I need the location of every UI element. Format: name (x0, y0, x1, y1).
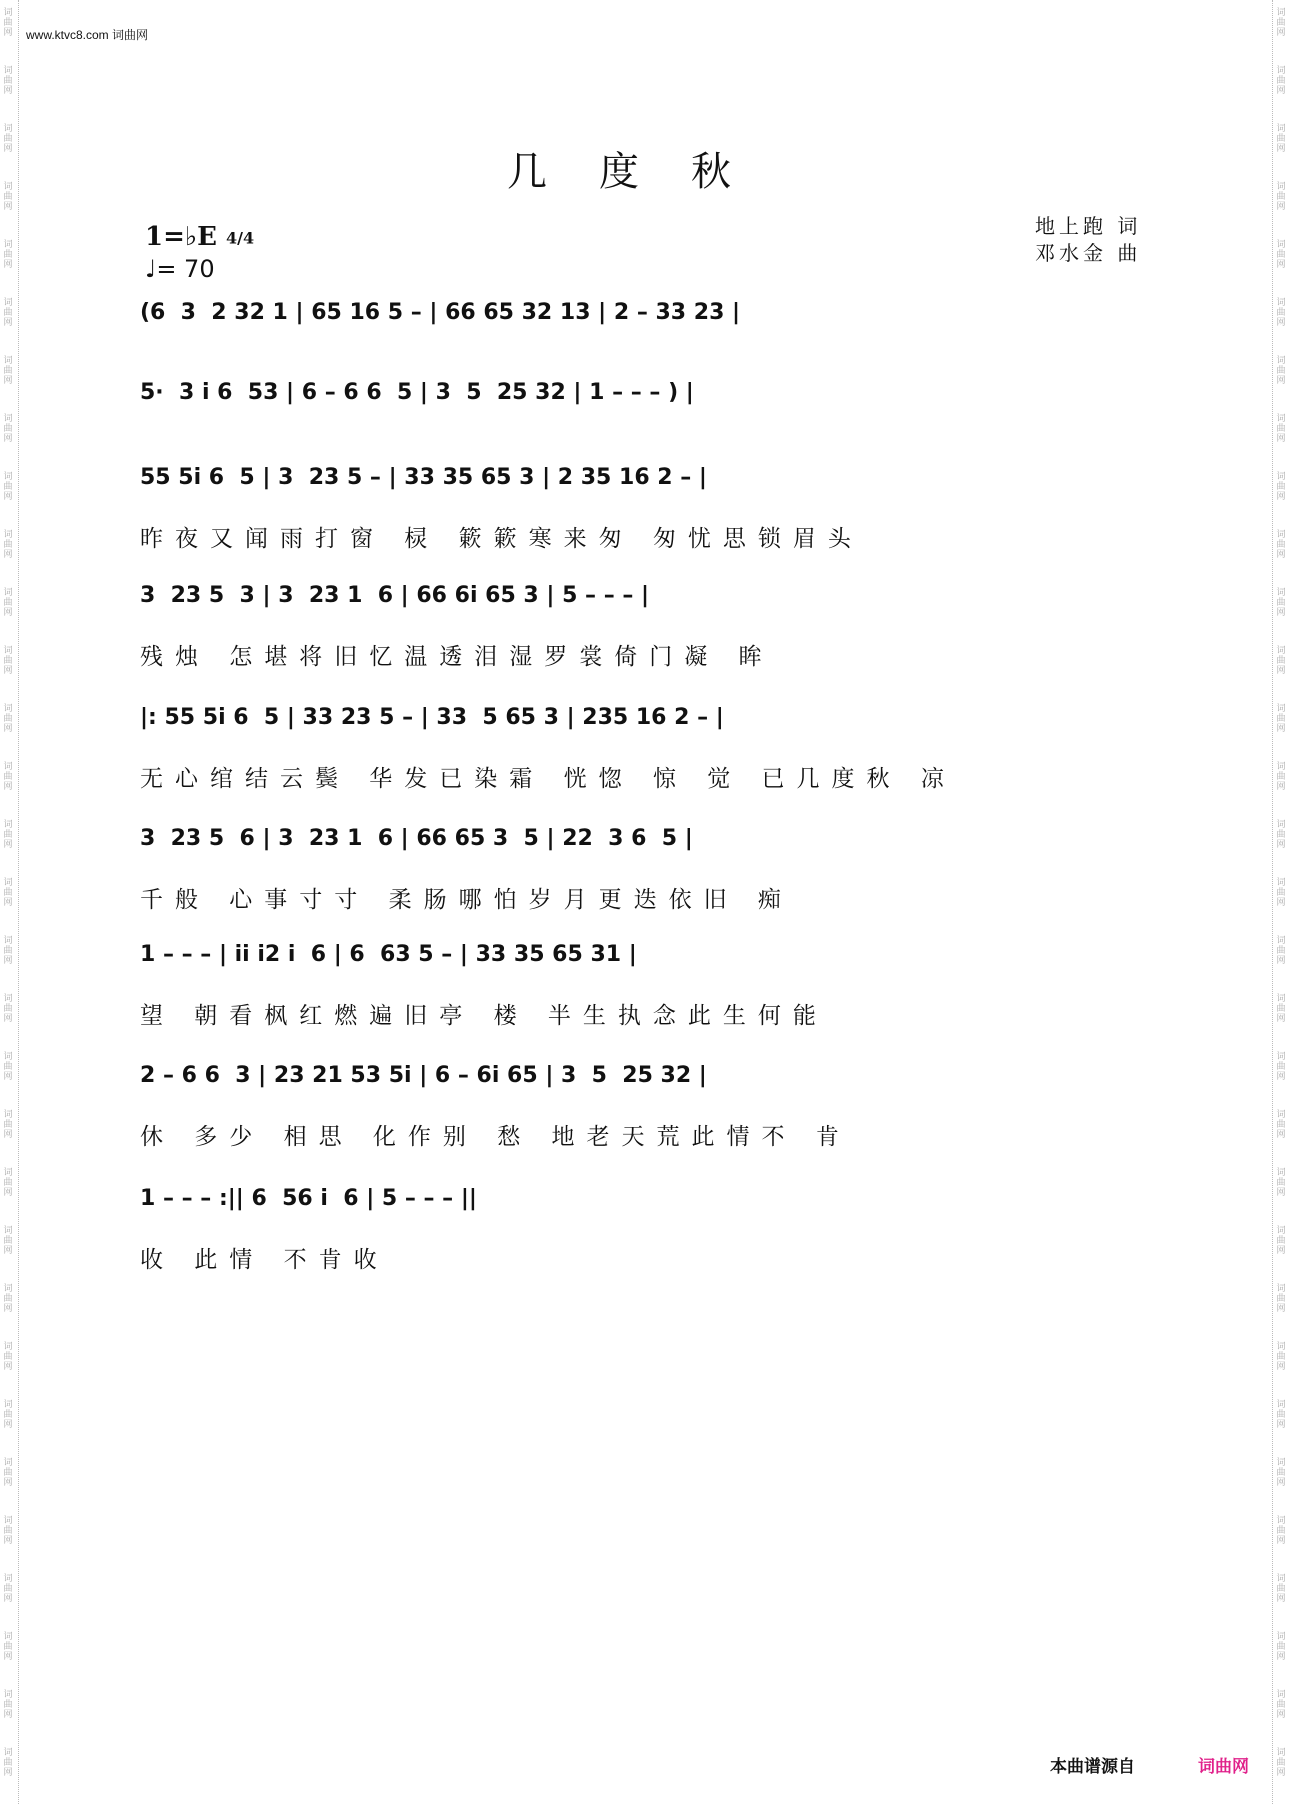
tempo-marking: ♩= 70 (145, 255, 215, 283)
watermark-text: 词曲网 (3, 878, 13, 908)
watermark-text: 词曲网 (3, 472, 13, 502)
watermark-text: 词曲网 (3, 1342, 13, 1372)
lyric-line: 昨夜又闻雨打窗 棂 簌簌寒来匆 匆忧思锁眉头 (140, 526, 863, 552)
watermark-text: 词曲网 (3, 182, 13, 212)
watermark-text: 词曲网 (3, 356, 13, 386)
watermark-text: 词曲网 (1276, 646, 1286, 676)
notation-line: 2 – 6 6 3 | 23 21 53 5i | 6 – 6i 65 | 3 5 25 32 | (140, 1063, 707, 1088)
watermark-text: 词曲网 (3, 1110, 13, 1140)
notation-line: 3 23 5 6 | 3 23 1 6 | 66 65 3 5 | 22 3 6 5 | (140, 826, 693, 851)
watermark-text: 词曲网 (1276, 936, 1286, 966)
source-site-link[interactable]: 词曲网 (1198, 1757, 1249, 1777)
key-text: 1=♭E (145, 222, 217, 252)
song-title: 几度秋 (507, 149, 783, 195)
watermark-text: 词曲网 (1276, 1574, 1286, 1604)
watermark-text: 词曲网 (3, 1632, 13, 1662)
watermark-text: 词曲网 (3, 124, 13, 154)
watermark-text: 词曲网 (3, 1574, 13, 1604)
watermark-text: 词曲网 (1276, 820, 1286, 850)
watermark-text: 词曲网 (1276, 414, 1286, 444)
watermark-text: 词曲网 (3, 1458, 13, 1488)
watermark-text: 词曲网 (1276, 298, 1286, 328)
watermark-text: 词曲网 (1276, 994, 1286, 1024)
lyric-line: 收 此情 不肯收 (140, 1247, 389, 1273)
watermark-text: 词曲网 (1276, 1110, 1286, 1140)
lyric-line: 望 朝看枫红燃遍旧亭 楼 半生执念此生何能 (140, 1003, 828, 1029)
notation-line: (6 3 2 32 1 | 65 16 5 – | 66 65 32 13 | 2 – 33 23 | (140, 300, 741, 325)
watermark-text: 词曲网 (1276, 588, 1286, 618)
watermark-text: 词曲网 (1276, 1516, 1286, 1546)
watermark-text: 词曲网 (1276, 1284, 1286, 1314)
watermark-text: 词曲网 (3, 1226, 13, 1256)
watermark-text: 词曲网 (1276, 1226, 1286, 1256)
watermark-text: 词曲网 (3, 1516, 13, 1546)
lyric-line: 残烛 怎堪将旧忆温透泪湿罗裳倚门凝 眸 (140, 644, 774, 670)
watermark-text: 词曲网 (1276, 1168, 1286, 1198)
source-label: 本曲谱源自 (1050, 1757, 1135, 1777)
watermark-text: 词曲网 (3, 8, 13, 38)
lyricist-credit: 地上跑 词 (1035, 214, 1142, 238)
watermark-text: 词曲网 (3, 530, 13, 560)
watermark-text: 词曲网 (3, 1748, 13, 1778)
notation-line: 1 – – – :|| 6 56 i 6 | 5 – – – || (140, 1186, 477, 1211)
notation-line: 5· 3 i 6 53 | 6 – 6 6 5 | 3 5 25 32 | 1 – – – ) | (140, 380, 694, 405)
watermark-text: 词曲网 (1276, 704, 1286, 734)
watermark-text: 词曲网 (3, 994, 13, 1024)
watermark-text: 词曲网 (3, 646, 13, 676)
time-signature: 4/4 (226, 228, 255, 248)
notation-line: 1 – – – | ii i2 i 6 | 6 63 5 – | 33 35 65 31 | (140, 942, 637, 967)
left-watermark-strip (0, 0, 19, 1804)
watermark-text: 词曲网 (3, 1400, 13, 1430)
watermark-text: 词曲网 (1276, 530, 1286, 560)
watermark-text: 词曲网 (3, 1690, 13, 1720)
composer-credit: 邓水金 曲 (1035, 241, 1142, 265)
notation-line: 3 23 5 3 | 3 23 1 6 | 66 6i 65 3 | 5 – – – | (140, 583, 650, 608)
watermark-text: 词曲网 (3, 820, 13, 850)
watermark-text: 词曲网 (1276, 1052, 1286, 1082)
watermark-text: 词曲网 (3, 762, 13, 792)
watermark-text: 词曲网 (1276, 356, 1286, 386)
watermark-text: 词曲网 (1276, 762, 1286, 792)
watermark-text: 词曲网 (1276, 1690, 1286, 1720)
watermark-text: 词曲网 (1276, 878, 1286, 908)
watermark-text: 词曲网 (1276, 1458, 1286, 1488)
watermark-text: 词曲网 (3, 66, 13, 96)
key-signature (145, 222, 254, 252)
lyric-line: 休 多少 相思 化作别 愁 地老天荒此情不 肯 (140, 1124, 851, 1150)
notation-line: |: 55 5i 6 5 | 33 23 5 – | 33 5 65 3 | 235 16 2 – | (140, 705, 724, 730)
lyric-line: 千般 心事寸寸 柔肠哪怕岁月更迭依旧 痴 (140, 887, 793, 913)
watermark-text: 词曲网 (1276, 66, 1286, 96)
watermark-text: 词曲网 (3, 704, 13, 734)
watermark-text: 词曲网 (3, 1052, 13, 1082)
watermark-text: 词曲网 (3, 298, 13, 328)
watermark-text: 词曲网 (3, 1284, 13, 1314)
watermark-text: 词曲网 (3, 414, 13, 444)
watermark-text: 词曲网 (3, 936, 13, 966)
watermark-text: 词曲网 (1276, 1342, 1286, 1372)
watermark-text: 词曲网 (3, 240, 13, 270)
watermark-text: 词曲网 (1276, 182, 1286, 212)
watermark-text: 词曲网 (3, 588, 13, 618)
watermark-text: 词曲网 (1276, 1632, 1286, 1662)
site-header: www.ktvc8.com 词曲网 (26, 28, 149, 42)
watermark-text: 词曲网 (1276, 8, 1286, 38)
watermark-text: 词曲网 (1276, 472, 1286, 502)
watermark-text: 词曲网 (1276, 1400, 1286, 1430)
watermark-text: 词曲网 (3, 1168, 13, 1198)
notation-line: 55 5i 6 5 | 3 23 5 – | 33 35 65 3 | 2 35 16 2 – | (140, 465, 707, 490)
right-watermark-strip (1272, 0, 1290, 1804)
watermark-text: 词曲网 (1276, 1748, 1286, 1778)
watermark-text: 词曲网 (1276, 240, 1286, 270)
watermark-text: 词曲网 (1276, 124, 1286, 154)
lyric-line: 无心绾结云鬓 华发已染霜 恍惚 惊 觉 已几度秋 凉 (140, 766, 956, 792)
